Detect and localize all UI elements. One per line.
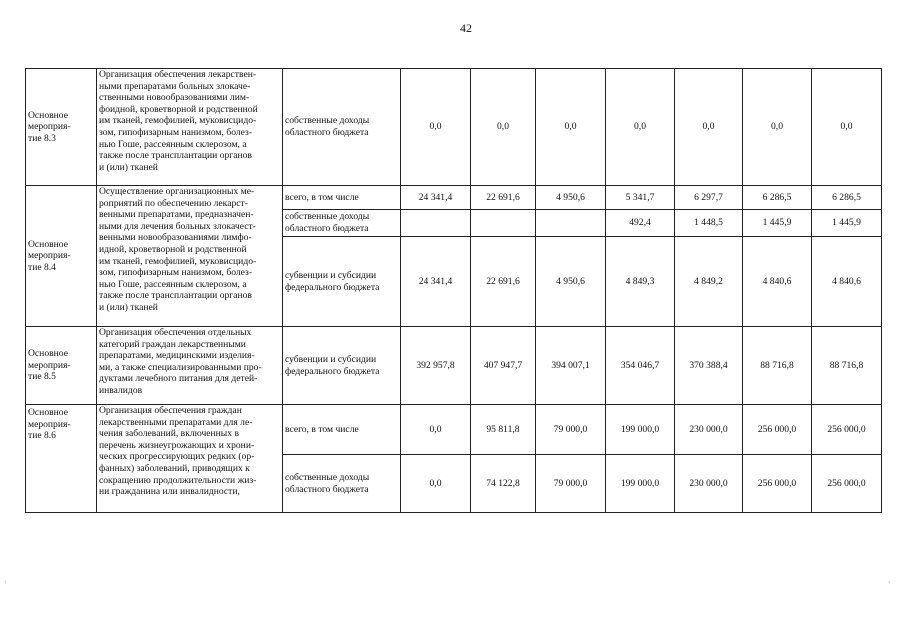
activity-description-line: препаратами, медицинскими изделия-	[99, 350, 255, 362]
amount-cell: 1 445,9	[743, 210, 812, 237]
amount-cell: 79 000,0	[536, 405, 606, 455]
activity-description-line: роприятий по обеспечению лекарст-	[99, 197, 248, 209]
table-row	[26, 186, 882, 210]
amount-cell: 394 007,1	[536, 327, 606, 405]
amount-cell: 4 849,2	[675, 237, 743, 327]
activity-code-line: тие 8.5	[28, 371, 56, 383]
amount-cell: 5 341,7	[606, 186, 675, 210]
funding-source-cell	[283, 210, 401, 237]
activity-description-line: лекарственными препаратами для ле-	[99, 416, 253, 428]
funding-source-line: областного бюджета	[285, 483, 369, 495]
amount-cell: 22 691,6	[471, 186, 536, 210]
page-number: 42	[460, 21, 472, 35]
activity-code-line: мероприя-	[28, 250, 71, 262]
activity-description-line: венными препаратами, предназначен-	[99, 209, 254, 221]
activity-code-line: мероприя-	[28, 121, 71, 133]
amount-cell: 6 286,5	[743, 186, 812, 210]
amount-cell: 4 840,6	[812, 237, 882, 327]
amount-cell	[471, 210, 536, 237]
funding-source-cell	[283, 327, 401, 405]
activity-code-line: Основное	[28, 407, 68, 418]
activity-description-line: нью Гоше, рассеянным склерозом, а	[99, 138, 247, 150]
activity-code-line: тие 8.6	[28, 430, 56, 442]
activity-description-line: Организация обеспечения отдельных	[99, 327, 252, 338]
amount-cell: 4 840,6	[743, 237, 812, 327]
activity-description-line: Организация обеспечения граждан	[99, 405, 242, 416]
amount-cell: 88 716,8	[743, 327, 812, 405]
activity-code-line: тие 8.4	[28, 261, 56, 273]
activity-description-line: ственными новообразованиями лим-	[99, 92, 250, 104]
activity-description-line: Организация обеспечения лекарствен-	[99, 69, 257, 80]
amount-cell: 392 957,8	[401, 327, 471, 405]
activity-description-cell	[97, 327, 283, 405]
funding-source-line: областного бюджета	[285, 223, 369, 234]
activity-description-line: ными препаратами больных злокаче-	[99, 80, 251, 92]
table-row	[26, 69, 882, 186]
amount-cell: 6 297,7	[675, 186, 743, 210]
amount-cell: 4 950,6	[536, 186, 606, 210]
funding-source-line: всего, в том числе	[285, 423, 359, 435]
funding-source-line: субвенции и субсидии	[285, 353, 377, 365]
amount-cell: 230 000,0	[675, 405, 743, 455]
activity-code-line: тие 8.3	[28, 132, 56, 144]
activity-description-line: фоидной, кроветворной и родственной	[99, 103, 258, 115]
amount-cell: 24 341,4	[401, 237, 471, 327]
activity-description-line: ческих прогрессирующих редких (ор-	[99, 451, 255, 463]
amount-cell: 0,0	[675, 69, 743, 186]
activity-description-line: чения заболеваний, включенных в	[99, 428, 239, 440]
activity-description-line: сокращению продолжительности жиз-	[99, 474, 257, 486]
activity-code-line: мероприя-	[28, 418, 71, 430]
activity-description-line: инвалидов	[99, 384, 143, 396]
activity-code-cell	[26, 69, 97, 186]
activity-description-line: ными для лечения больных злокачест-	[99, 220, 256, 232]
funding-source-line: федерального бюджета	[285, 365, 380, 377]
amount-cell: 0,0	[743, 69, 812, 186]
activity-description-line: им тканей, гемофилией, муковисцидо-	[99, 115, 257, 127]
activity-description-line: перечень жизнеугрожающих и хрони-	[99, 439, 255, 451]
activity-description-line: категорий граждан лекарственными	[99, 338, 246, 350]
activity-description-line: дуктами лечебного питания для детей-	[99, 373, 258, 385]
amount-cell: 354 046,7	[606, 327, 675, 405]
activity-description-line: зом, гипофизарным нанизмом, болез-	[99, 267, 253, 279]
funding-source-cell	[283, 455, 401, 513]
funding-source-line: собственные доходы	[285, 471, 370, 483]
activity-code-cell	[26, 405, 97, 513]
activity-description-line: ми, а также специализированными про-	[99, 361, 262, 373]
table-row	[26, 327, 882, 405]
amount-cell	[536, 210, 606, 237]
amount-cell: 0,0	[536, 69, 606, 186]
activity-code-line: Основное	[28, 238, 68, 250]
funding-source-line: всего, в том числе	[285, 191, 359, 203]
activity-description-line: венными новообразованиями лимфо-	[99, 232, 252, 244]
activity-code-line: Основное	[28, 348, 68, 360]
activity-code-cell	[26, 186, 97, 327]
amount-cell: 4 849,3	[606, 237, 675, 327]
activity-description-line: и (или) тканей	[99, 161, 158, 173]
funding-source-line: областного бюджета	[285, 127, 369, 138]
funding-source-cell	[283, 69, 401, 186]
amount-cell: 230 000,0	[675, 455, 743, 513]
amount-cell: 1 445,9	[812, 210, 882, 237]
amount-cell: 0,0	[401, 69, 471, 186]
amount-cell: 0,0	[401, 405, 471, 455]
amount-cell	[401, 210, 471, 237]
amount-cell: 0,0	[471, 69, 536, 186]
amount-cell: 74 122,8	[471, 455, 536, 513]
activity-description-line: зом, гипофизарным нанизмом, болез-	[99, 126, 253, 138]
funding-source-line: федерального бюджета	[285, 281, 380, 293]
funding-source-line: субвенции и субсидии	[285, 269, 377, 281]
funding-source-cell	[283, 237, 401, 327]
amount-cell: 88 716,8	[812, 327, 882, 405]
amount-cell: 95 811,8	[471, 405, 536, 455]
amount-cell: 0,0	[401, 455, 471, 513]
activity-description-cell	[97, 405, 283, 513]
activity-description-line: им тканей, гемофилией, муковисцидо-	[99, 255, 257, 267]
amount-cell: 24 341,4	[401, 186, 471, 210]
activity-description-line: фанных) заболеваний, приводящих к	[99, 462, 250, 474]
activity-code-line: мероприя-	[28, 359, 71, 371]
activity-description-cell	[97, 186, 283, 327]
activity-code-cell	[26, 327, 97, 405]
funding-source-line: собственные доходы	[285, 115, 370, 127]
amount-cell: 256 000,0	[812, 405, 882, 455]
amount-cell: 1 448,5	[675, 210, 743, 237]
scan-artifact: ·	[4, 578, 7, 587]
amount-cell: 256 000,0	[743, 455, 812, 513]
amount-cell: 79 000,0	[536, 455, 606, 513]
funding-source-cell	[283, 405, 401, 455]
budget-table	[25, 68, 882, 513]
activity-code-line: Основное	[28, 109, 68, 121]
amount-cell: 407 947,7	[471, 327, 536, 405]
activity-description-cell	[97, 69, 283, 186]
activity-description-line: нью Гоше, рассеянным склерозом, а	[99, 278, 247, 290]
scan-artifact: ·	[888, 578, 891, 587]
amount-cell: 492,4	[606, 210, 675, 237]
amount-cell: 370 388,4	[675, 327, 743, 405]
activity-description-line: Осуществление организационных ме-	[99, 186, 255, 197]
amount-cell: 199 000,0	[606, 455, 675, 513]
activity-description-line: ни гражданина или инвалидности,	[99, 486, 240, 498]
amount-cell: 199 000,0	[606, 405, 675, 455]
amount-cell: 0,0	[812, 69, 882, 186]
activity-description-line: и (или) тканей	[99, 301, 158, 313]
activity-description-line: также после трансплантации органов	[99, 150, 252, 162]
amount-cell: 0,0	[606, 69, 675, 186]
funding-source-line: собственные доходы	[285, 211, 370, 223]
amount-cell: 4 950,6	[536, 237, 606, 327]
amount-cell: 256 000,0	[743, 405, 812, 455]
activity-description-line: также после трансплантации органов	[99, 290, 252, 302]
table-row	[26, 405, 882, 455]
amount-cell: 256 000,0	[812, 455, 882, 513]
funding-source-cell	[283, 186, 401, 210]
amount-cell: 22 691,6	[471, 237, 536, 327]
amount-cell: 6 286,5	[812, 186, 882, 210]
activity-description-line: идной, кроветворной и родственной	[99, 243, 247, 255]
